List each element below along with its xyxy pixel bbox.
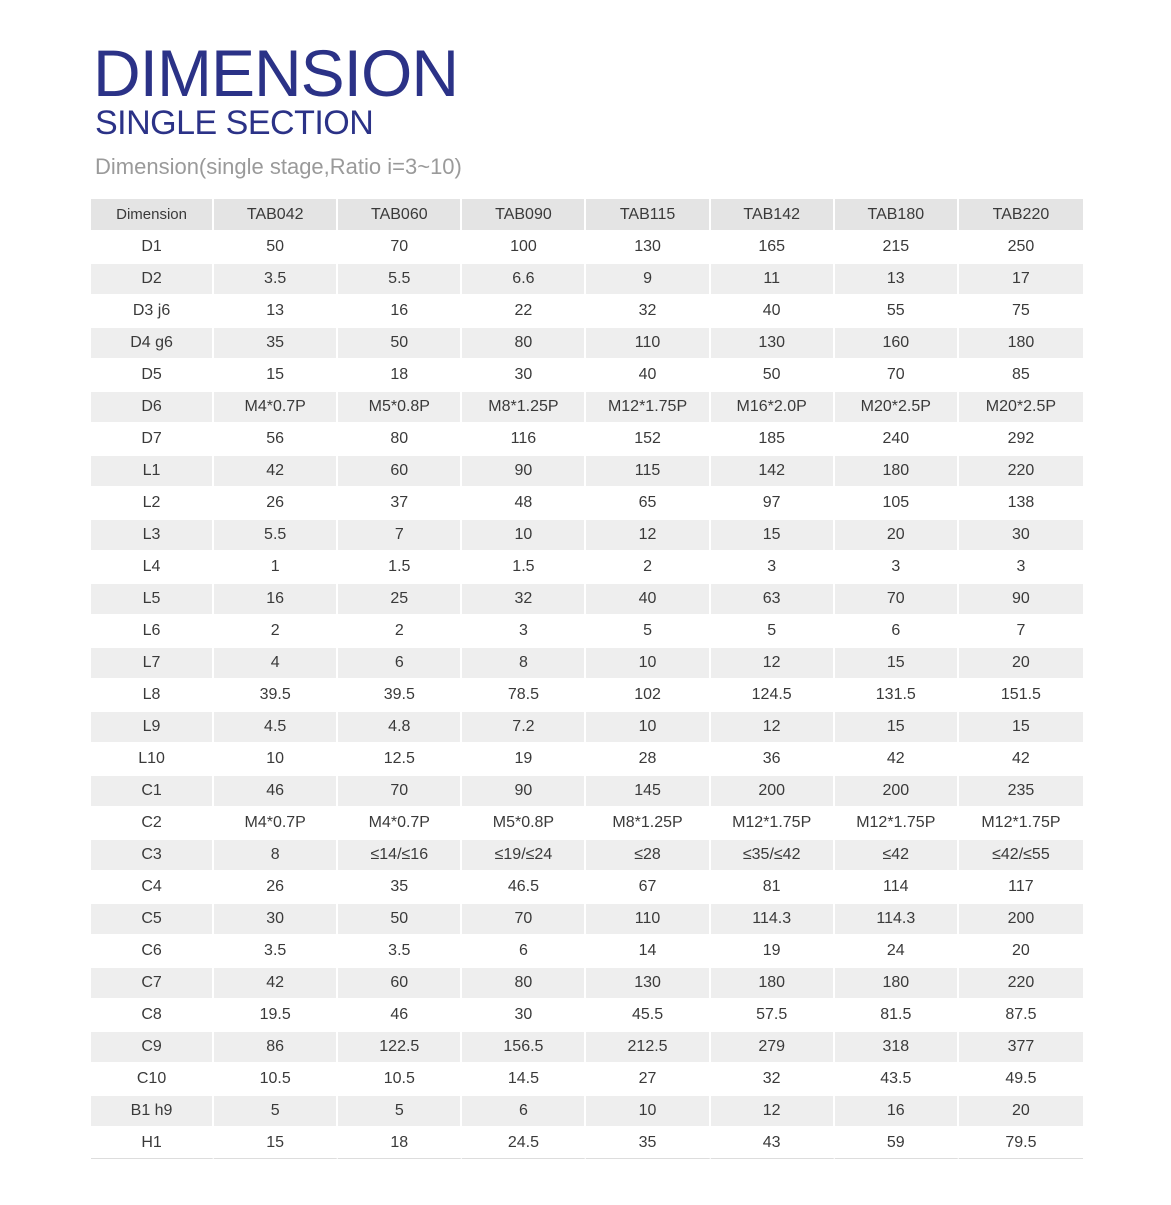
table-cell: 114 — [835, 872, 959, 904]
row-label-cell: L8 — [91, 680, 214, 712]
table-cell: 10 — [586, 712, 710, 744]
table-cell: 87.5 — [959, 1000, 1083, 1032]
table-cell: 80 — [462, 328, 586, 360]
column-header: Dimension — [91, 199, 214, 232]
table-cell: 35 — [338, 872, 462, 904]
row-label-cell: C9 — [91, 1032, 214, 1064]
table-cell: 86 — [214, 1032, 338, 1064]
table-row — [91, 1032, 1083, 1064]
row-label-cell: L6 — [91, 616, 214, 648]
page-title: DIMENSION — [93, 36, 459, 110]
table-cell: 15 — [835, 648, 959, 680]
row-label-cell: C6 — [91, 936, 214, 968]
table-cell: 30 — [462, 1000, 586, 1032]
table-row — [91, 1128, 1083, 1159]
table-cell: 4.5 — [214, 712, 338, 744]
table-row — [91, 712, 1083, 744]
table-cell: 5 — [586, 616, 710, 648]
table-cell: 32 — [462, 584, 586, 616]
table-cell: ≤42/≤55 — [959, 840, 1083, 872]
table-row — [91, 488, 1083, 520]
table-cell: 28 — [586, 744, 710, 776]
table-row — [91, 904, 1083, 936]
dimension-table — [91, 199, 1083, 1159]
table-cell: 30 — [214, 904, 338, 936]
table-cell: 7 — [338, 520, 462, 552]
table-row — [91, 296, 1083, 328]
table-row — [91, 264, 1083, 296]
table-cell: 78.5 — [462, 680, 586, 712]
row-label-cell: L7 — [91, 648, 214, 680]
row-label-cell: D2 — [91, 264, 214, 296]
table-cell: 10.5 — [214, 1064, 338, 1096]
table-cell: 48 — [462, 488, 586, 520]
table-cell: 43.5 — [835, 1064, 959, 1096]
row-label-cell: D4 g6 — [91, 328, 214, 360]
table-cell: 90 — [462, 456, 586, 488]
table-cell: 35 — [214, 328, 338, 360]
table-cell: 70 — [835, 584, 959, 616]
table-cell: 5 — [214, 1096, 338, 1128]
table-row — [91, 1000, 1083, 1032]
table-cell: M4*0.7P — [338, 808, 462, 840]
table-cell: 43 — [711, 1128, 835, 1159]
table-cell: M5*0.8P — [338, 392, 462, 424]
table-cell: 3.5 — [214, 936, 338, 968]
table-row — [91, 1064, 1083, 1096]
table-cell: 55 — [835, 296, 959, 328]
table-cell: 180 — [835, 456, 959, 488]
row-label-cell: L10 — [91, 744, 214, 776]
table-cell: 40 — [586, 584, 710, 616]
table-cell: 1.5 — [462, 552, 586, 584]
table-cell: M8*1.25P — [586, 808, 710, 840]
table-row — [91, 424, 1083, 456]
table-cell: 59 — [835, 1128, 959, 1159]
table-row — [91, 648, 1083, 680]
table-cell: 19.5 — [214, 1000, 338, 1032]
table-cell: M12*1.75P — [835, 808, 959, 840]
table-cell: 10 — [586, 1096, 710, 1128]
table-cell: M12*1.75P — [959, 808, 1083, 840]
table-cell: 16 — [214, 584, 338, 616]
table-row — [91, 584, 1083, 616]
table-cell: 250 — [959, 232, 1083, 264]
table-cell: 377 — [959, 1032, 1083, 1064]
table-cell: 24 — [835, 936, 959, 968]
table-row — [91, 1096, 1083, 1128]
table-cell: 27 — [586, 1064, 710, 1096]
row-label-cell: D1 — [91, 232, 214, 264]
table-cell: 42 — [214, 968, 338, 1000]
row-label-cell: C2 — [91, 808, 214, 840]
table-cell: 220 — [959, 968, 1083, 1000]
table-cell: 90 — [959, 584, 1083, 616]
table-cell: 18 — [338, 360, 462, 392]
table-cell: M4*0.7P — [214, 392, 338, 424]
table-body — [91, 232, 1083, 1159]
table-cell: 160 — [835, 328, 959, 360]
table-cell: 57.5 — [711, 1000, 835, 1032]
page-subtitle: SINGLE SECTION — [95, 104, 374, 142]
table-cell: 130 — [586, 968, 710, 1000]
table-cell: 5.5 — [214, 520, 338, 552]
table-cell: 180 — [959, 328, 1083, 360]
table-cell: 1.5 — [338, 552, 462, 584]
row-label-cell: L9 — [91, 712, 214, 744]
table-row — [91, 808, 1083, 840]
table-cell: 11 — [711, 264, 835, 296]
table-row — [91, 680, 1083, 712]
table-cell: 100 — [462, 232, 586, 264]
row-label-cell: C3 — [91, 840, 214, 872]
row-label-cell: D5 — [91, 360, 214, 392]
row-label-cell: C5 — [91, 904, 214, 936]
table-row — [91, 328, 1083, 360]
table-cell: 20 — [959, 936, 1083, 968]
column-header: TAB042 — [214, 199, 338, 232]
table-cell: 105 — [835, 488, 959, 520]
table-cell: 15 — [959, 712, 1083, 744]
table-cell: 180 — [835, 968, 959, 1000]
row-label-cell: C10 — [91, 1064, 214, 1096]
column-header: TAB060 — [338, 199, 462, 232]
table-cell: 70 — [338, 776, 462, 808]
table-cell: M8*1.25P — [462, 392, 586, 424]
table-cell: 30 — [959, 520, 1083, 552]
table-cell: 50 — [214, 232, 338, 264]
table-cell: 40 — [711, 296, 835, 328]
table-cell: 180 — [711, 968, 835, 1000]
table-row — [91, 520, 1083, 552]
table-cell: 102 — [586, 680, 710, 712]
table-cell: 15 — [835, 712, 959, 744]
table-cell: 131.5 — [835, 680, 959, 712]
table-cell: 60 — [338, 456, 462, 488]
table-cell: 110 — [586, 328, 710, 360]
table-cell: 49.5 — [959, 1064, 1083, 1096]
table-cell: 40 — [586, 360, 710, 392]
table-cell: 12 — [586, 520, 710, 552]
table-cell: 5 — [338, 1096, 462, 1128]
table-cell: 65 — [586, 488, 710, 520]
table-header-row — [91, 199, 1083, 232]
table-row — [91, 744, 1083, 776]
table-cell: 279 — [711, 1032, 835, 1064]
table-cell: 212.5 — [586, 1032, 710, 1064]
row-label-cell: D6 — [91, 392, 214, 424]
table-cell: 70 — [462, 904, 586, 936]
table-cell: 60 — [338, 968, 462, 1000]
table-cell: M12*1.75P — [586, 392, 710, 424]
table-cell: 56 — [214, 424, 338, 456]
table-cell: 138 — [959, 488, 1083, 520]
table-cell: 4.8 — [338, 712, 462, 744]
table-cell: ≤28 — [586, 840, 710, 872]
table-cell: 16 — [835, 1096, 959, 1128]
table-cell: 67 — [586, 872, 710, 904]
table-cell: ≤35/≤42 — [711, 840, 835, 872]
table-cell: 26 — [214, 488, 338, 520]
table-cell: 37 — [338, 488, 462, 520]
table-cell: 81.5 — [835, 1000, 959, 1032]
column-header: TAB142 — [711, 199, 835, 232]
table-cell: ≤42 — [835, 840, 959, 872]
table-cell: 15 — [711, 520, 835, 552]
table-row — [91, 840, 1083, 872]
table-cell: 3 — [462, 616, 586, 648]
table-cell: ≤14/≤16 — [338, 840, 462, 872]
table-cell: 42 — [959, 744, 1083, 776]
column-header: TAB220 — [959, 199, 1083, 232]
table-cell: 12 — [711, 1096, 835, 1128]
table-cell: 116 — [462, 424, 586, 456]
table-cell: 20 — [959, 648, 1083, 680]
row-label-cell: C4 — [91, 872, 214, 904]
table-cell: 8 — [214, 840, 338, 872]
table-cell: 20 — [835, 520, 959, 552]
table-cell: 10.5 — [338, 1064, 462, 1096]
table-row — [91, 872, 1083, 904]
table-cell: 25 — [338, 584, 462, 616]
table-cell: 46 — [214, 776, 338, 808]
table-cell: 292 — [959, 424, 1083, 456]
table-cell: M5*0.8P — [462, 808, 586, 840]
table-cell: 12.5 — [338, 744, 462, 776]
row-label-cell: B1 h9 — [91, 1096, 214, 1128]
table-cell: 9 — [586, 264, 710, 296]
row-label-cell: L4 — [91, 552, 214, 584]
table-cell: 18 — [338, 1128, 462, 1159]
table-cell: 122.5 — [338, 1032, 462, 1064]
table-cell: 22 — [462, 296, 586, 328]
table-cell: 26 — [214, 872, 338, 904]
table-cell: 117 — [959, 872, 1083, 904]
table-cell: 10 — [214, 744, 338, 776]
table-cell: 42 — [214, 456, 338, 488]
table-caption: Dimension(single stage,Ratio i=3~10) — [95, 154, 462, 179]
table-cell: 220 — [959, 456, 1083, 488]
table-cell: M16*2.0P — [711, 392, 835, 424]
table-row — [91, 552, 1083, 584]
table-cell: 75 — [959, 296, 1083, 328]
table-cell: 6 — [835, 616, 959, 648]
table-cell: 142 — [711, 456, 835, 488]
table-cell: 6 — [462, 1096, 586, 1128]
table-row — [91, 968, 1083, 1000]
table-cell: 42 — [835, 744, 959, 776]
table-cell: 12 — [711, 712, 835, 744]
table-cell: 32 — [586, 296, 710, 328]
table-cell: 130 — [711, 328, 835, 360]
table-cell: 130 — [586, 232, 710, 264]
table-cell: 156.5 — [462, 1032, 586, 1064]
table-cell: 70 — [338, 232, 462, 264]
row-label-cell: H1 — [91, 1128, 214, 1159]
table-cell: 3 — [711, 552, 835, 584]
table-cell: M4*0.7P — [214, 808, 338, 840]
row-label-cell: C8 — [91, 1000, 214, 1032]
table-row — [91, 360, 1083, 392]
table-cell: 30 — [462, 360, 586, 392]
table-cell: 2 — [338, 616, 462, 648]
table-cell: 3.5 — [338, 936, 462, 968]
table-cell: 80 — [462, 968, 586, 1000]
table-cell: 85 — [959, 360, 1083, 392]
table-row — [91, 936, 1083, 968]
table-cell: 3.5 — [214, 264, 338, 296]
table-cell: 13 — [214, 296, 338, 328]
row-label-cell: C7 — [91, 968, 214, 1000]
table-cell: 97 — [711, 488, 835, 520]
table-cell: 24.5 — [462, 1128, 586, 1159]
table-cell: 152 — [586, 424, 710, 456]
table-cell: 17 — [959, 264, 1083, 296]
table-cell: 15 — [214, 360, 338, 392]
table-row — [91, 616, 1083, 648]
table-cell: 12 — [711, 648, 835, 680]
row-label-cell: L1 — [91, 456, 214, 488]
table-cell: 4 — [214, 648, 338, 680]
table-cell: 32 — [711, 1064, 835, 1096]
row-label-cell: L5 — [91, 584, 214, 616]
table-row — [91, 392, 1083, 424]
table-cell: 6 — [462, 936, 586, 968]
table-cell: 110 — [586, 904, 710, 936]
table-cell: 114.3 — [711, 904, 835, 936]
table-cell: 7.2 — [462, 712, 586, 744]
table-cell: 165 — [711, 232, 835, 264]
table-cell: 3 — [835, 552, 959, 584]
table-cell: 19 — [711, 936, 835, 968]
row-label-cell: D3 j6 — [91, 296, 214, 328]
table-cell: 318 — [835, 1032, 959, 1064]
table-cell: 50 — [338, 904, 462, 936]
row-label-cell: L2 — [91, 488, 214, 520]
table-cell: 5 — [711, 616, 835, 648]
table-cell: 46 — [338, 1000, 462, 1032]
table-cell: 50 — [711, 360, 835, 392]
table-cell: 10 — [462, 520, 586, 552]
table-cell: 6 — [338, 648, 462, 680]
table-cell: 14 — [586, 936, 710, 968]
table-cell: ≤19/≤24 — [462, 840, 586, 872]
table-cell: 200 — [711, 776, 835, 808]
table-cell: 114.3 — [835, 904, 959, 936]
table-cell: 46.5 — [462, 872, 586, 904]
table-cell: 2 — [586, 552, 710, 584]
column-header: TAB180 — [835, 199, 959, 232]
table-cell: 81 — [711, 872, 835, 904]
table-cell: 50 — [338, 328, 462, 360]
table-row — [91, 456, 1083, 488]
table-cell: 90 — [462, 776, 586, 808]
table-cell: 19 — [462, 744, 586, 776]
column-header: TAB115 — [586, 199, 710, 232]
table-row — [91, 232, 1083, 264]
row-label-cell: C1 — [91, 776, 214, 808]
table-cell: 1 — [214, 552, 338, 584]
table-cell: 200 — [835, 776, 959, 808]
table-cell: M12*1.75P — [711, 808, 835, 840]
table-cell: 63 — [711, 584, 835, 616]
table-cell: 39.5 — [338, 680, 462, 712]
table-cell: 14.5 — [462, 1064, 586, 1096]
table-cell: 124.5 — [711, 680, 835, 712]
table-cell: 5.5 — [338, 264, 462, 296]
table-cell: 6.6 — [462, 264, 586, 296]
table-cell: 240 — [835, 424, 959, 456]
table-cell: 45.5 — [586, 1000, 710, 1032]
table-cell: 10 — [586, 648, 710, 680]
table-cell: 200 — [959, 904, 1083, 936]
table-cell: 39.5 — [214, 680, 338, 712]
table-cell: 145 — [586, 776, 710, 808]
table-cell: 151.5 — [959, 680, 1083, 712]
table-cell: 80 — [338, 424, 462, 456]
row-label-cell: L3 — [91, 520, 214, 552]
table-cell: 115 — [586, 456, 710, 488]
table-cell: M20*2.5P — [959, 392, 1083, 424]
table-cell: 215 — [835, 232, 959, 264]
column-header: TAB090 — [462, 199, 586, 232]
table-cell: 70 — [835, 360, 959, 392]
table-header — [91, 199, 1083, 232]
table-cell: 8 — [462, 648, 586, 680]
table-cell: 13 — [835, 264, 959, 296]
table-cell: 35 — [586, 1128, 710, 1159]
table-cell: 79.5 — [959, 1128, 1083, 1159]
table-cell: 36 — [711, 744, 835, 776]
table-cell: 16 — [338, 296, 462, 328]
table-cell: 15 — [214, 1128, 338, 1159]
table-cell: M20*2.5P — [835, 392, 959, 424]
table-cell: 185 — [711, 424, 835, 456]
table-cell: 20 — [959, 1096, 1083, 1128]
table-cell: 3 — [959, 552, 1083, 584]
table-row — [91, 776, 1083, 808]
table-cell: 7 — [959, 616, 1083, 648]
table-cell: 2 — [214, 616, 338, 648]
row-label-cell: D7 — [91, 424, 214, 456]
table-cell: 235 — [959, 776, 1083, 808]
